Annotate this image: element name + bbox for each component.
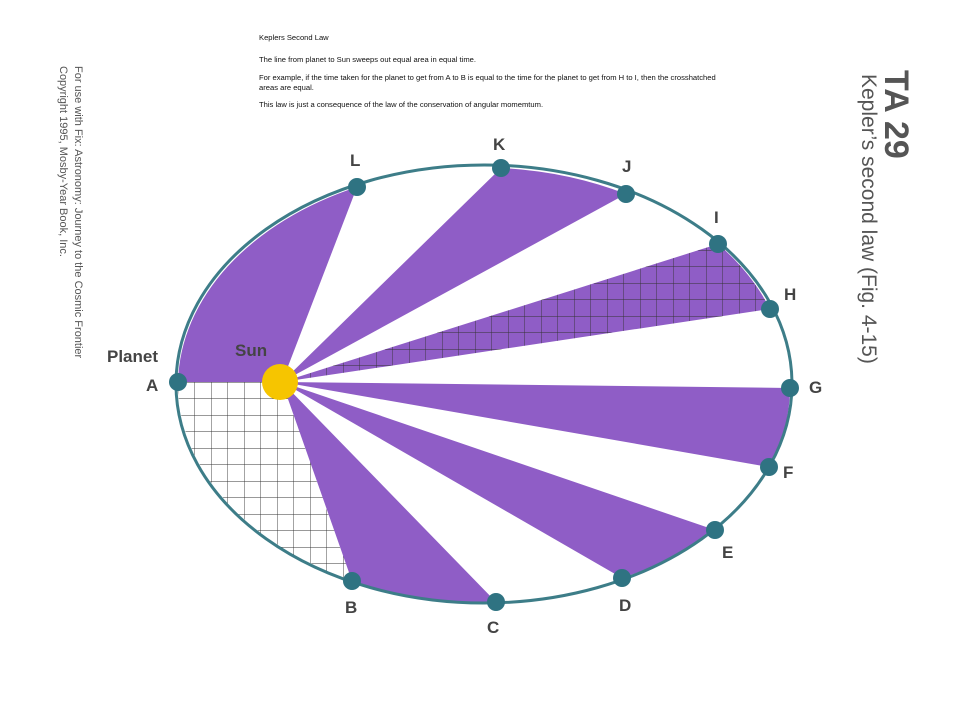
orbit-point-label-c: C: [487, 618, 500, 637]
orbit-point-k: [492, 159, 510, 177]
sun: [262, 364, 298, 400]
planet-label: Planet: [107, 347, 159, 366]
orbit-point-label-i: I: [714, 208, 719, 227]
orbit-point-j: [617, 185, 635, 203]
transparency-title: TA 29: [877, 70, 915, 159]
orbit-point-d: [613, 569, 631, 587]
orbit-point-b: [343, 572, 361, 590]
orbit-point-label-g: G: [809, 378, 823, 397]
orbit-point-e: [706, 521, 724, 539]
orbit-point-label-j: J: [622, 157, 632, 176]
credit-line-1: For use with Fix: Astronomy: Journey to the Cosmic Frontier: [72, 66, 84, 359]
orbit-point-label-f: F: [783, 463, 794, 482]
orbit-point-l: [348, 178, 366, 196]
notes-title: Keplers Second Law: [259, 33, 329, 42]
orbit-point-label-l: L: [350, 151, 361, 170]
notes-line-3: This law is just a consequence of the law of the conservation of angular momemtum.: [259, 100, 544, 109]
orbit-point-label-d: D: [619, 596, 632, 615]
transparency-subtitle: Kepler’s second law (Fig. 4-15): [857, 74, 880, 364]
notes-line-1: The line from planet to Sun sweeps out equal area in equal time.: [259, 55, 476, 64]
orbit-point-h: [761, 300, 779, 318]
credit-line-2: Copyright 1995, Mosby-Year Book, Inc.: [57, 66, 69, 257]
orbit-point-g: [781, 379, 799, 397]
orbit-point-label-h: H: [784, 285, 797, 304]
orbit-point-label-a: A: [146, 376, 159, 395]
orbit-point-a: [169, 373, 187, 391]
orbit-point-i: [709, 235, 727, 253]
orbit-point-c: [487, 593, 505, 611]
sun-label: Sun: [235, 341, 268, 360]
orbit-point-label-e: E: [722, 543, 734, 562]
notes-line-2: For example, if the time taken for the planet to get from A to B is equal to the time for the planet to get from H to I, then the crosshatched areas are equal.: [259, 73, 716, 92]
orbit-point-label-k: K: [493, 135, 506, 154]
orbit-point-label-b: B: [345, 598, 358, 617]
orbit-point-f: [760, 458, 778, 476]
